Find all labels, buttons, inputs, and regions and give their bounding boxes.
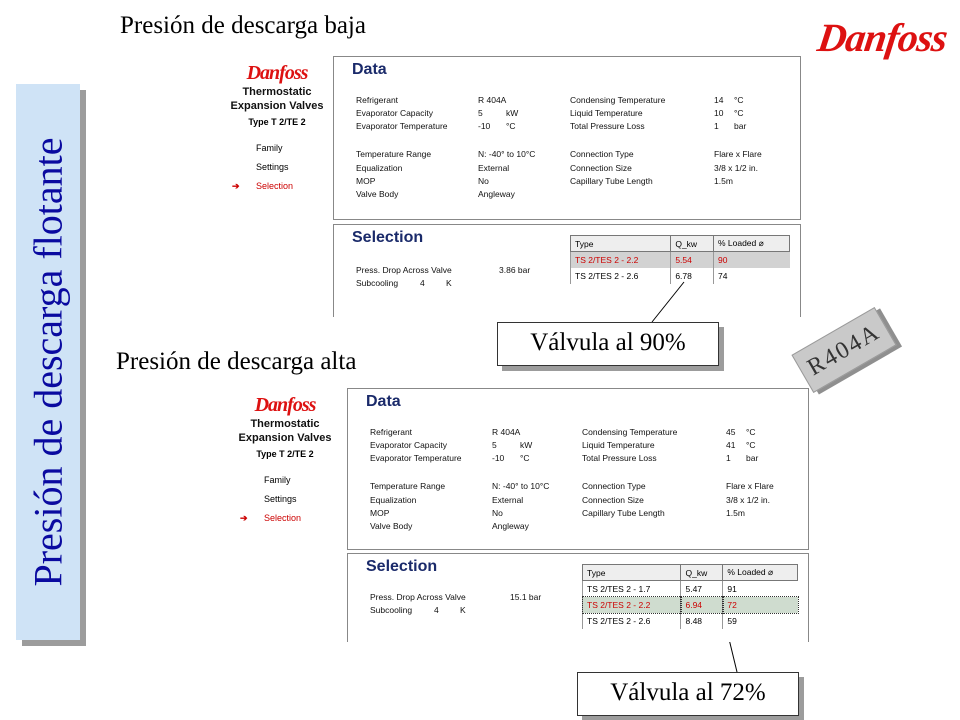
high-cell-type: TS 2/TES 2 - 1.7	[583, 581, 681, 598]
high-nav-selection-label: Selection	[264, 513, 302, 523]
high-right-label: Connection Size	[582, 495, 644, 505]
low-left-value: 5	[478, 108, 483, 118]
high-right-value: Flare x Flare	[726, 481, 774, 491]
high-right-label: Connection Type	[582, 481, 646, 491]
high-right-value: 41	[726, 440, 736, 450]
high-cell-type: TS 2/TES 2 - 2.2	[583, 597, 681, 613]
low-sub-label: Subcooling	[356, 278, 399, 288]
low-left-value: R 404A	[478, 95, 507, 105]
high-th-qkw: Q_kw	[681, 565, 723, 581]
low-left-value: External	[478, 163, 510, 173]
high-left-label: MOP	[370, 508, 390, 518]
low-left-label: Temperature Range	[356, 149, 432, 159]
low-left-value: Angleway	[478, 189, 515, 199]
low-right-unit: °C	[734, 95, 744, 105]
paperclip-icon: ⌀	[758, 238, 764, 248]
high-cell-qkw: 5.47	[681, 581, 723, 598]
low-right-value: 3/8 x 1/2 in.	[714, 163, 758, 173]
high-left-value: -10	[492, 453, 505, 463]
high-right-label: Condensing Temperature	[582, 427, 678, 437]
high-right-unit: bar	[746, 453, 759, 463]
high-table-row[interactable]	[583, 597, 798, 613]
vertical-title: Presión de descarga flotante	[25, 137, 71, 587]
high-sub-unit: K	[460, 605, 466, 615]
high-left-label: Evaporator Temperature	[370, 453, 462, 463]
low-th-type: Type	[571, 236, 671, 252]
low-selection-title: Selection	[352, 229, 424, 246]
low-data-title: Data	[352, 61, 387, 78]
high-left-label: Evaporator Capacity	[370, 440, 448, 450]
high-sub-label: Subcooling	[370, 605, 413, 615]
low-right-label: Condensing Temperature	[570, 95, 666, 105]
low-left-label: MOP	[356, 176, 376, 186]
high-right-value: 3/8 x 1/2 in.	[726, 495, 770, 505]
high-right-value: 1.5m	[726, 508, 745, 518]
low-sidebar-line2: Expansion Valves	[230, 100, 324, 112]
high-th-type: Type	[583, 565, 681, 581]
high-nav-family-label: Family	[264, 475, 291, 485]
low-right-label: Connection Size	[570, 163, 632, 173]
high-left-unit: °C	[520, 453, 530, 463]
high-cell-qkw: 8.48	[681, 613, 723, 629]
low-left-label: Refrigerant	[356, 95, 399, 105]
low-th-loaded: % Loaded ⌀	[713, 236, 789, 252]
high-cell-loaded: 59	[723, 613, 798, 629]
low-sidebar-logo: Danfoss	[246, 62, 308, 84]
high-sidebar-logo: Danfoss	[254, 394, 316, 416]
low-sidebar-line1: Thermostatic	[242, 86, 312, 98]
high-th-loaded: % Loaded ⌀	[723, 565, 798, 581]
low-left-label: Equalization	[356, 163, 403, 173]
high-right-unit: °C	[746, 440, 756, 450]
high-right-value: 1	[726, 453, 731, 463]
low-right-label: Liquid Temperature	[570, 108, 643, 118]
low-right-label: Total Pressure Loss	[570, 121, 645, 131]
high-press-label: Press. Drop Across Valve	[370, 592, 466, 602]
high-left-label: Temperature Range	[370, 481, 446, 491]
low-left-value: No	[478, 176, 489, 186]
high-right-value: 45	[726, 427, 736, 437]
high-nav-settings[interactable]	[230, 490, 340, 509]
high-left-value: R 404A	[492, 427, 521, 437]
low-cell-qkw: 5.54	[671, 252, 714, 269]
low-left-unit: °C	[506, 121, 516, 131]
low-cell-type: TS 2/TES 2 - 2.2	[571, 252, 671, 269]
high-sidebar-type: Type T 2/TE 2	[256, 449, 314, 459]
low-right-value: Flare x Flare	[714, 149, 762, 159]
brand-logo: Danfoss	[814, 15, 950, 60]
low-sub-value: 4	[420, 278, 425, 288]
low-cell-loaded: 74	[713, 268, 789, 284]
high-right-unit: °C	[746, 427, 756, 437]
high-right-label: Capillary Tube Length	[582, 508, 665, 518]
high-left-value: External	[492, 495, 524, 505]
heading-high-pressure: Presión de descarga alta	[116, 348, 357, 375]
low-cell-loaded: 90	[713, 252, 789, 269]
high-selection-panel	[347, 553, 809, 642]
high-sidebar	[230, 394, 340, 528]
high-selection-title: Selection	[366, 558, 438, 575]
low-press-value: 3.86 bar	[499, 265, 531, 275]
high-nav-family[interactable]	[230, 471, 340, 490]
low-left-label: Valve Body	[356, 189, 399, 199]
low-right-value: 1	[714, 121, 719, 131]
high-right-label: Total Pressure Loss	[582, 453, 657, 463]
high-right-label: Liquid Temperature	[582, 440, 655, 450]
high-cell-loaded: 91	[723, 581, 798, 598]
high-left-value: Angleway	[492, 521, 529, 531]
low-right-unit: bar	[734, 121, 747, 131]
low-nav-family-label: Family	[256, 143, 283, 153]
low-right-value: 10	[714, 108, 724, 118]
low-press-label: Press. Drop Across Valve	[356, 265, 452, 275]
high-left-unit: kW	[520, 440, 533, 450]
low-sidebar-type: Type T 2/TE 2	[248, 117, 306, 127]
low-left-label: Evaporator Capacity	[356, 108, 434, 118]
high-nav-settings-label: Settings	[264, 494, 297, 504]
low-right-label: Capillary Tube Length	[570, 176, 653, 186]
high-sub-value: 4	[434, 605, 439, 615]
low-left-value: -10	[478, 121, 491, 131]
low-right-label: Connection Type	[570, 149, 634, 159]
high-left-label: Equalization	[370, 495, 417, 505]
high-cell-type: TS 2/TES 2 - 2.6	[583, 613, 681, 629]
low-cell-type: TS 2/TES 2 - 2.6	[571, 268, 671, 284]
high-left-label: Valve Body	[370, 521, 413, 531]
heading-low-pressure: Presión de descarga baja	[120, 12, 366, 39]
low-left-label: Evaporator Temperature	[356, 121, 448, 131]
callout-low: Válvula al 90%	[497, 322, 719, 366]
high-sidebar-line1: Thermostatic	[250, 418, 320, 430]
low-th-qkw: Q_kw	[671, 236, 714, 252]
high-data-panel	[347, 388, 809, 550]
high-sidebar-line2: Expansion Valves	[238, 432, 332, 444]
arrow-right-icon: ➔	[232, 181, 240, 191]
paperclip-icon: ⌀	[768, 567, 774, 577]
low-cell-qkw: 6.78	[671, 268, 714, 284]
high-left-value: N: -40° to 10°C	[492, 481, 550, 491]
low-sub-unit: K	[446, 278, 452, 288]
low-left-unit: kW	[506, 108, 519, 118]
callout-high: Válvula al 72%	[577, 672, 799, 716]
callout-low-pointer	[652, 282, 684, 322]
low-right-unit: °C	[734, 108, 744, 118]
high-left-value: No	[492, 508, 503, 518]
high-data-title: Data	[366, 393, 401, 410]
high-left-value: 5	[492, 440, 497, 450]
low-left-value: N: -40° to 10°C	[478, 149, 536, 159]
high-cell-qkw: 6.94	[681, 597, 723, 613]
high-cell-loaded: 72	[723, 597, 798, 613]
low-nav-settings-label: Settings	[256, 162, 289, 172]
arrow-right-icon: ➔	[240, 513, 248, 523]
refrigerant-tag: R404A	[791, 307, 896, 393]
high-table-row[interactable]	[583, 613, 798, 629]
high-nav-selection[interactable]	[230, 509, 340, 528]
low-right-value: 14	[714, 95, 724, 105]
low-nav-selection-label: Selection	[256, 181, 294, 191]
high-table-row[interactable]	[583, 581, 798, 598]
low-right-value: 1.5m	[714, 176, 733, 186]
high-selection-table	[582, 564, 798, 629]
high-press-value: 15.1 bar	[510, 592, 542, 602]
high-left-label: Refrigerant	[370, 427, 413, 437]
